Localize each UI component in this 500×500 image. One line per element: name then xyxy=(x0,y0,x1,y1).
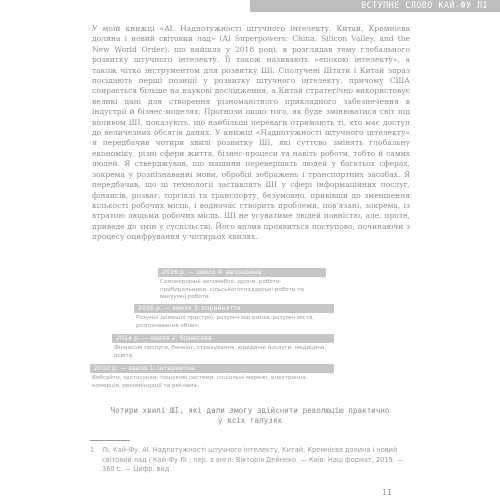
wave-title: 2016 р. — хвиля 4: автономна xyxy=(158,268,326,277)
page-number: 11 xyxy=(382,488,392,497)
figure-caption: Чотири хвилі ШІ, які дали змогу здійснити революцію практично у всіх галузях xyxy=(110,406,390,425)
running-header xyxy=(0,0,500,14)
four-waves-figure xyxy=(90,268,400,398)
wave-row xyxy=(90,364,334,390)
body-paragraph: У моїй книжці «AI. Надпотужності штучного інтелекту. Китай, Кремнієва долина і новий світовий лад» (AI Superpowers: China, Silicon Valley, and the New World Order), що вийшла у 2018 році, я розглядав тему глобального розвитку штучного інтелекту. Її також називають «епохою інтелекту», а також чітко інструментом для розвитку ШІ. Сполучені Штати і Китай зараз посідають перші позиції у розвитку штучного інтелекту, причому США спирається більше на наукові дослідження, а Китай стратегічно використовує великі дані для створення різноманітного прикладного забезпечення в індустрії й бізнес-моделях. Прогнози щодо того, як буде змінюватися світ під впливом ШІ, показують, що найбільші переваги отримають ті, хто має доступ до величезних обсягів даних. У книжці «Надпотужності штучного інтелекту» я передбачив чотири хвилі розвитку ШІ, які суттєво змінять глобальну економіку, різні сфери життя, бізнес-процеси та навіть роботи, тобто й самих людей. Я стверджував, що машини перевершать людей у багатьох сферах, зокрема у розпізнаванні мови, обробці зображень і транспортних засобах. Я передбачав, що ці технології заставлять ШІ у сфері інформаційних послуг, фінансів, розваг, торгівлі та транспорту, безумовно, привівши до зменшення кількості робочих місць, і водночас створить проблеми, пов'язані, зокрема, із втратою людьми робочих місць. ШІ не усуватиме людей повністю, але, проте, приведе до змін у суспільстві. Його вплив проявиться поступово, починаючи з процесу оцифрування у чотирьох хвилях. xyxy=(92,24,410,242)
footnote-text: Лі, Кай-Фу. AI. Надпотужності штучного інтелекту. Китай, Кремнієва долина і новий світовий лад / Кай-Фу Лі ; пер. з англ. Вікторія Дейнеко. — Київ: Наш формат, 2019. — 360 с. — Цифр. вид. xyxy=(102,446,404,473)
wave-title: 2014 р. — хвиля 2: бізнесова xyxy=(112,334,334,343)
wave-title: 2010 р. — хвиля 1: інтернетна xyxy=(90,364,334,373)
wave-row xyxy=(134,304,334,330)
wave-row xyxy=(158,268,326,302)
wave-description: Розумні домашні пристрої, розумні магазини, розумні міста, розпізнавання облич. xyxy=(136,315,315,329)
wave-title: 2016 р. — хвиля 3: сприйняття xyxy=(134,304,334,313)
wave-description: Самокеровані автомобілі, дрони, роботи-прибиральники, сільськогосподарські роботи та вакуумні роботи. xyxy=(160,279,304,301)
main-text xyxy=(92,24,410,243)
wave-description: Фінансові послуги, банкінг, страхування, юридичні послуги, медицина, освіта. xyxy=(114,345,327,359)
wave-description: Вебсайти, застосунки, пошукові системи, соціальні мережі, електронна комерція, рекомендації та реклама. xyxy=(92,375,306,389)
footnote xyxy=(90,446,408,475)
footnote-rule xyxy=(90,440,130,441)
footnote-number: 1 xyxy=(90,446,95,454)
header-title: ВСТУПНЕ СЛОВО КАЙ-ФУ ЛІ xyxy=(361,1,488,11)
wave-row xyxy=(112,334,334,360)
